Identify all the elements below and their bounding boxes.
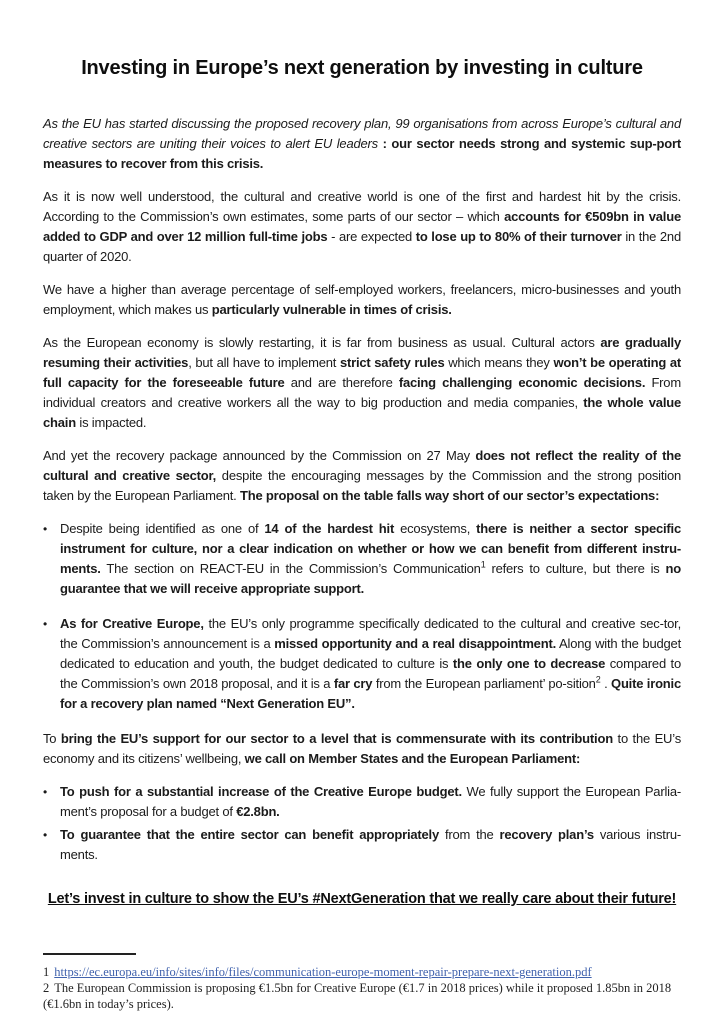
- text-run: the only one to decrease: [452, 656, 606, 671]
- text-run: - are expected: [327, 229, 416, 244]
- text-run: to the EU’s economy and its citizens’ wellbeing,: [43, 731, 682, 766]
- page-title: Investing in Europe’s next generation by investing in culture: [81, 57, 643, 79]
- text-run: To: [43, 731, 61, 746]
- text-run: accounts for €509bn in value added to GDP and over 12 million full-time jobs: [43, 209, 681, 244]
- text-run: The section on REACT-EU in the Commission’s Communication: [100, 561, 481, 576]
- text-run: As it is now well understood, the cultural and creative world is one of the first and hardest hit by the crisis. According to the Commission’s own estimates, some parts of our sector – which: [43, 189, 681, 224]
- text-run: As the European economy is slowly restarting, it is far from business as usual. Cultural actors: [43, 335, 601, 350]
- paragraph: [43, 280, 681, 320]
- text-run: from the: [439, 827, 500, 842]
- text-run: And yet the recovery package announced by the Commission on 27 May: [43, 448, 476, 463]
- text-run: 14 of the hardest hit: [264, 521, 395, 536]
- text-run: strict safety rules: [339, 355, 445, 370]
- text-run: €2.8bn.: [236, 804, 280, 819]
- text-run: various instru-ments.: [60, 827, 681, 862]
- bullet-icon: •: [43, 617, 48, 631]
- text-run: , but all have to implement: [188, 355, 340, 370]
- bullet-icon: •: [43, 785, 48, 799]
- bullet-text: [60, 614, 681, 714]
- text-run: we call on Member States and the European Parliament:: [244, 751, 581, 766]
- footnote-2: [43, 980, 681, 1012]
- text-run: and are therefore: [284, 375, 399, 390]
- text-run: there is neither a sector specific instrument for culture, nor a clear indication on whether or how we can benefit from different instru-ments.: [60, 521, 681, 576]
- text-run: bring the EU’s support for our sector to a level that is commensurate with its contribution: [60, 731, 613, 746]
- bullet-item: [43, 519, 681, 599]
- bullet-item: [43, 782, 681, 822]
- footnote-separator: [43, 953, 136, 955]
- text-run: missed opportunity and a real disappointment.: [274, 636, 556, 651]
- bullet-item: [43, 614, 681, 714]
- text-run: 2: [595, 674, 601, 685]
- text-run: despite the encouraging messages by the Commission and the strong position taken by the European Parliament.: [43, 468, 682, 503]
- text-run: no guarantee that we will receive appropriate support.: [60, 561, 681, 596]
- text-run: .: [600, 676, 612, 691]
- footnote-1: [43, 964, 681, 980]
- footnotes: [43, 953, 681, 1012]
- paragraph: [43, 446, 681, 506]
- text-run: Along with the budget dedicated to education and youth, the budget dedicated to culture is: [60, 636, 681, 671]
- document-body: [43, 114, 681, 865]
- footnote-1-link[interactable]: https://ec.europa.eu/info/sites/info/files/communication-europe-moment-repair-prepare-next-generation.pdf: [54, 965, 592, 979]
- call-to-action: Let’s invest in culture to show the EU’s #NextGeneration that we really care about their future!: [47, 891, 677, 907]
- bullet-icon: •: [43, 828, 48, 842]
- text-run: recovery plan’s: [499, 827, 594, 842]
- text-run: compared to the Commission’s own 2018 proposal, and it is a: [60, 656, 681, 691]
- bullet-text: [60, 519, 681, 599]
- footnote-2-text: The European Commission is proposing €1.5bn for Creative Europe (€1.7 in 2018 prices) while it proposed 1.85bn in 2018 (€1.6bn in today’s prices).: [43, 981, 672, 1011]
- paragraph: [43, 114, 681, 174]
- paragraph: [43, 187, 681, 267]
- text-run: from the European parliament’ po-sition: [372, 676, 596, 691]
- text-run: to lose up to 80% of their turnover: [415, 229, 622, 244]
- text-run: We fully support the European Parlia-ment’s proposal for a budget of: [60, 784, 681, 819]
- text-run: As for Creative Europe,: [60, 616, 204, 631]
- text-run: won’t be operating at full capacity for the foreseeable future: [43, 355, 681, 390]
- bullet-icon: •: [43, 522, 48, 536]
- text-run: ecosystems,: [394, 521, 477, 536]
- footnote-1-number: 1: [43, 965, 50, 979]
- text-run: From individual creators and creative workers all the way to big production and media companies,: [43, 375, 681, 410]
- text-run: which means they: [444, 355, 554, 370]
- text-run: Quite ironic for a recovery plan named “Next Generation EU”.: [60, 676, 681, 711]
- bullet-text: [60, 825, 681, 865]
- text-run: particularly vulnerable in times of crisis.: [211, 302, 452, 317]
- text-run: refers to culture, but there is: [485, 561, 666, 576]
- paragraph: [43, 333, 681, 433]
- text-run: As the EU has started discussing the proposed recovery plan, 99 organisations from across Europe’s cultural and creative sectors are uniting their voices to alert EU leaders: [43, 116, 681, 151]
- bullet-text: [60, 782, 681, 822]
- footnote-2-number: 2: [43, 981, 50, 995]
- bullet-item: [43, 825, 681, 865]
- text-run: the EU’s only programme specifically dedicated to the cultural and creative sec-tor, the Commission’s announcement is a: [60, 616, 681, 651]
- text-run: facing challenging economic decisions.: [398, 375, 646, 390]
- text-run: in the 2nd quarter of 2020.: [43, 229, 681, 264]
- text-run: Despite being identified as one of: [60, 521, 265, 536]
- text-run: 1: [480, 559, 486, 570]
- text-run: : our sector needs strong and systemic sup-port measures to recover from this crisis.: [43, 136, 681, 171]
- text-run: We have a higher than average percentage of self-employed workers, freelancers, micro-businesses and youth employment, which makes us: [43, 282, 681, 317]
- text-run: The proposal on the table falls way short of our sector’s expectations:: [240, 488, 660, 503]
- text-run: is impacted.: [75, 415, 147, 430]
- text-run: the whole value chain: [43, 395, 682, 430]
- text-run: does not reflect the reality of the cultural and creative sector,: [43, 448, 681, 483]
- text-run: To push for a substantial increase of the Creative Europe budget.: [60, 784, 462, 799]
- text-run: far cry: [333, 676, 373, 691]
- paragraph: [43, 729, 681, 769]
- text-run: are gradually resuming their activities: [43, 335, 682, 370]
- text-run: To guarantee that the entire sector can benefit appropriately: [60, 827, 440, 842]
